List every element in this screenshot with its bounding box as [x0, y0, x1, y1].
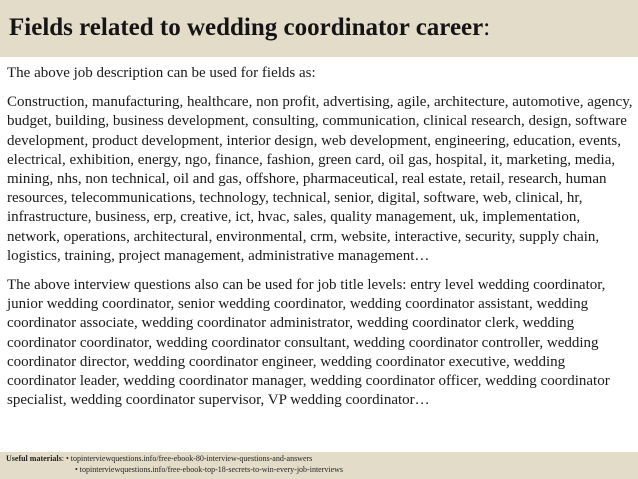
main-content: [7, 64, 635, 410]
title-bar: [0, 0, 638, 57]
page-title-text: Fields related to wedding coordinator career: [9, 14, 484, 41]
job-titles-paragraph: The above interview questions also can be used for job title levels: entry level wedding coordinator, junior wedding coordinator, senior wedding coordinator, wedding coordinator assistant, wedding coordinator associate, wedding coordinator administrator, wedding coordinator clerk, wedding coordinator coordinator, wedding coordinator consultant, wedding coordinator controller, wedding coordinator director, wedding coordinator engineer, wedding coordinator executive, wedding coordinator leader, wedding coordinator manager, wedding coordinator officer, wedding coordinator specialist, wedding coordinator supervisor, VP wedding coordinator…: [7, 277, 610, 409]
footer-row-2: [6, 465, 638, 476]
page-title: [9, 13, 638, 43]
intro-paragraph: The above job description can be used for fields as:: [7, 65, 316, 81]
footer-bar: [0, 452, 638, 479]
useful-material-link-2[interactable]: • topinterviewquestions.info/free-ebook-top-18-secrets-to-win-every-job-interviews: [75, 464, 344, 474]
useful-materials-separator: :: [61, 454, 64, 463]
useful-material-link-1[interactable]: • topinterviewquestions.info/free-ebook-80-interview-questions-and-answers: [66, 454, 313, 463]
fields-paragraph: Construction, manufacturing, healthcare, non profit, advertising, agile, architecture, automotive, agency, budget, building, business development, consulting, communication, clinical research, design, software development, product development, interior design, web development, engineering, education, events, electrical, exhibition, energy, ngo, finance, fashion, green card, oil gas, hospital, it, marketing, media, mining, nhs, non technical, oil and gas, offshore, pharmaceutical, real estate, retail, research, human resources, telecommunications, technology, technical, senior, digital, software, web, clinical, hr, infrastructure, business, erp, creative, ict, hvac, sales, quality management, uk, implementation, network, operations, architectural, environmental, crm, website, interactive, security, supply chain, logistics, training, project management, administrative management…: [7, 94, 633, 264]
footer-row-1: [6, 454, 638, 465]
useful-materials-label: Useful materials: [6, 454, 62, 463]
page-title-colon: :: [483, 14, 491, 41]
